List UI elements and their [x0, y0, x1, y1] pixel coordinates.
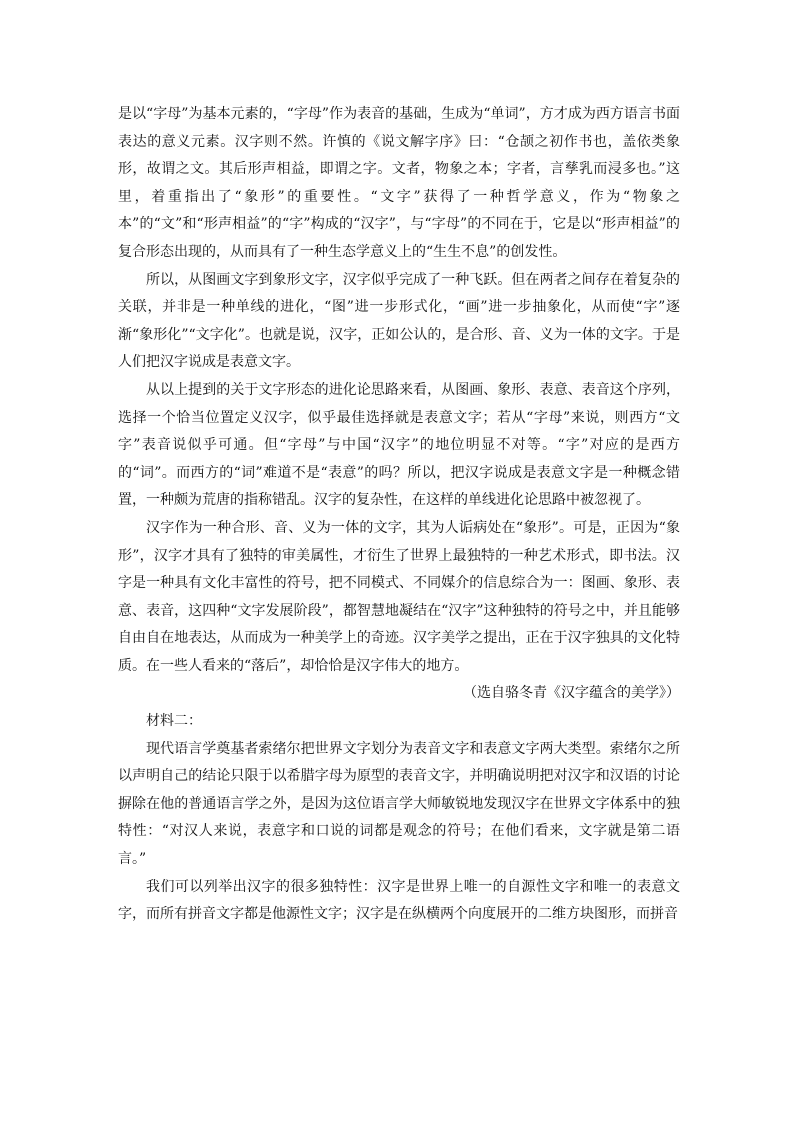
source-citation: （选自骆冬青《汉字蕴含的美学》）	[463, 685, 680, 702]
paragraph-continued: 是以“字母”为基本元素的，“字母”作为表音的基础，生成为“单词”，方才成为西方语言书面表达的意义元素。汉字则不然。许慎的《说文解字序》曰：“仓颉之初作书也，盖依类象形，故谓之文。其后形声相益，即谓之字。文者，物象之本；字者，言孳乳而浸多也。”这里，着重指出了“象形”的重要性。“文字”获得了一种哲学意义，作为“物象之本”的“文”和“形声相益”的“字”构成的“汉字”，与“字母”的不同在于，它是以“形声相益”的复合形态出现的，从而具有了一种生态学意义上的“生生不息”的创发性。	[118, 106, 680, 260]
document-page	[118, 101, 680, 929]
section-label: 材料二：	[146, 713, 202, 730]
paragraph: 我们可以列举出汉字的很多独特性：汉字是世界上唯一的自源性文字和唯一的表意文字，而所有拼音文字都是他源性文字；汉字是在纵横两个向度展开的二维方块图形，而拼音	[118, 878, 680, 923]
paragraph: 汉字作为一种合形、音、义为一体的文字，其为人诟病处在“象形”。可是，正因为“象形”，汉字才具有了独特的审美属性，才衍生了世界上最独特的一种艺术形式，即书法。汉字是一种具有文化丰富性的符号，把不同模式、不同媒介的信息综合为一：图画、象形、表意、表音，这四种“文字发展阶段”，都智慧地凝结在“汉字”这种独特的符号之中，并且能够自由自在地表达，从而成为一种美学上的奇迹。汉字美学之提出，正在于汉字独具的文化特质。在一些人看来的“落后”，却恰恰是汉字伟大的地方。	[118, 519, 680, 674]
paragraph: 现代语言学奠基者索绪尔把世界文字划分为表音文字和表意文字两大类型。索绪尔之所以声明自己的结论只限于以希腊字母为原型的表音文字，并明确说明把对汉字和汉语的讨论摒除在他的普通语言学之外，是因为这位语言学大师敏锐地发现汉字在世界文字体系中的独特性：“对汉人来说，表意字和口说的词都是观念的符号；在他们看来，文字就是第二语言。”	[118, 740, 680, 868]
paragraph: 从以上提到的关于文字形态的进化论思路来看，从图画、象形、表意、表音这个序列，选择一个恰当位置定义汉字，似乎最佳选择就是表意文字；若从“字母”来说，则西方“文字”表音说似乎可通。但“字母”与中国“汉字”的地位明显不对等。“字”对应的是西方的“词”。而西方的“词”难道不是“表意”的吗？所以，把汉字说成是表意文字是一种概念错置，一种颇为荒唐的指称错乱。汉字的复杂性，在这样的单线进化论思路中被忽视了。	[118, 381, 680, 509]
paragraph: 所以，从图画文字到象形文字，汉字似乎完成了一种飞跃。但在两者之间存在着复杂的关联，并非是一种单线的进化，“图”进一步形式化，“画”进一步抽象化，从而使“字”逐渐“象形化”“文字化”。也就是说，汉字，正如公认的，是合形、音、义为一体的文字。于是人们把汉字说成是表意文字。	[118, 271, 680, 371]
